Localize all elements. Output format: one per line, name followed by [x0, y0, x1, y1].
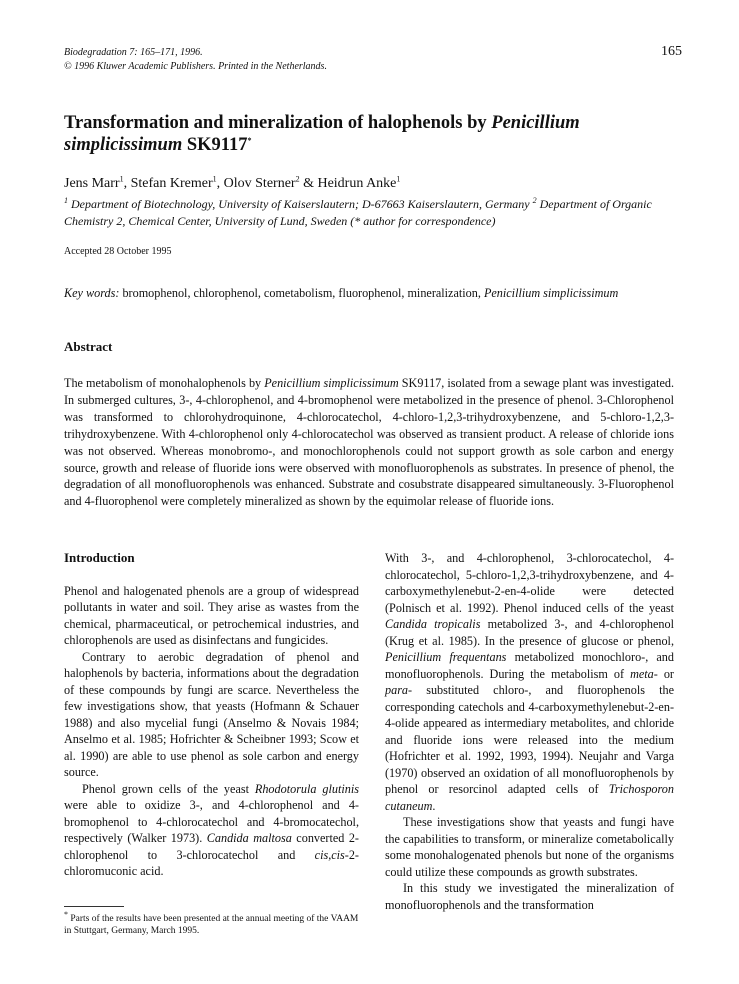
author-list — [64, 175, 684, 193]
text: Phenol grown cells of the yeast — [82, 781, 255, 796]
author-affil-mark: 1 — [119, 174, 124, 184]
footnote-rule — [64, 906, 124, 907]
affiliations — [64, 196, 684, 230]
organism: Penicillium frequentans — [385, 650, 507, 664]
abstract-organism: Penicillium simplicissimum — [264, 376, 399, 390]
footnote — [64, 909, 359, 937]
organism: Candida tropicalis — [385, 617, 481, 631]
title-strain: SK9117 — [182, 135, 248, 155]
author-affil-mark: 2 — [295, 174, 300, 184]
text: With 3-, and 4-chlorophenol, 3-chlorocatechol, 4-chlorocatechol, 5-chloro-1,2,3-trihydroxybenzene, and 4-carboxymethylenebut-2-en-4-olide were detected (Polnisch et al. 1992). Phenol induced cells of the yeast — [385, 551, 674, 615]
paper-title — [64, 112, 684, 156]
abstract-text: SK9117, isolated from a sewage plant was investigated. In submerged cultures, 3-, 4-chlorophenol, and 4-bromophenol were metabolized in the presence of phenol. 3-Chlorophenol was transformed to chlorohydroquinone, 4-chlorocatechol, 4-chloro-1,2,3-trihydroxybenzene, and 5-chloro-1,2,3-trihydroxybenzene. With 4-chlorophenol only 4-chlorocatechol was observed as transient product. A release of chloride ions was not observed. Whereas monobromo-, and monochlorophenols could not support growth as sole carbon and energy source, growth and release of fluoride ions were observed with monofluorophenols as substrates. In presence of phenol, the degradation of all monofluorophenols was enhanced. Substrate and cosubstrate disappeared simultaneously. 3-Fluorophenol and 4-fluorophenol were completely mineralized as shown by the equimolar release of fluoride ions. — [64, 376, 675, 509]
title-text: Transformation and mineralization of halophenols by — [64, 113, 492, 133]
accepted-date: Accepted 28 October 1995 — [64, 246, 172, 257]
keywords — [64, 285, 684, 301]
left-column — [64, 550, 359, 880]
chemical-prefix: cis,cis — [314, 847, 345, 862]
paragraph — [64, 781, 359, 880]
page-number: 165 — [661, 44, 682, 59]
section-heading: Introduction — [64, 550, 135, 565]
author-affil-mark: 1 — [212, 174, 217, 184]
title-footnote-mark: * — [247, 135, 252, 145]
author-affil-mark: 1 — [396, 174, 401, 184]
keywords-label: Key words: — [64, 286, 120, 300]
chemical-prefix: meta- — [630, 666, 658, 681]
author: & Heidrun Anke — [299, 176, 397, 191]
text: -2-chloromuconic acid. — [64, 847, 359, 878]
author: , Stefan Kremer — [123, 176, 213, 191]
right-column — [385, 550, 674, 913]
text: or — [657, 666, 674, 681]
paragraph: In this study we investigated the mineralization of monofluorophenols and the transformation — [385, 881, 674, 912]
organism: Candida maltosa — [206, 831, 292, 845]
running-header — [64, 44, 682, 74]
text: metabolized monochloro-, and monofluorophenols. During the metabolism of — [385, 650, 674, 681]
keywords-organism: Penicillium simplicissimum — [483, 286, 619, 300]
text: metabolized 3-, and 4-chlorophenol (Krug et al. 1985). In the presence of glucose or phenol, — [385, 617, 674, 648]
footnote-mark: * — [64, 909, 68, 919]
author: Jens Marr — [64, 176, 120, 191]
abstract-text: The metabolism of monohalophenols by — [64, 376, 265, 390]
organism: Trichosporon cutaneum — [385, 782, 674, 813]
abstract-heading: Abstract — [64, 339, 113, 354]
text: were able to oxidize 3-, and 4-chlorophenol and 4-bromophenol to 4-chlorocatechol and 4-bromocatechol, respectively (Walker 1973). — [64, 798, 359, 845]
footnote-text: Parts of the results have been presented at the annual meeting of the VAAM in Stuttgart, Germany, March 1995. — [64, 914, 359, 936]
affil-text: Department of Biotechnology, University of Kaiserslautern; D-67663 Kaiserslautern, Germany — [68, 197, 533, 211]
paragraph — [385, 550, 674, 814]
paragraph: Contrary to aerobic degradation of phenol and halophenols by bacteria, informations about the degradation of these compounds by fungi are scarce. Nevertheless the few investigations show, that yeasts (Hofmann & Schauer 1988) and also mycelial fungi (Anselmo & Novais 1984; Anselmo et al. 1985; Hofrichter & Scheibner 1993; Scow et al. 1990) are able to use phenol as sole carbon and energy source. — [64, 649, 359, 779]
paragraph: Phenol and halogenated phenols are a group of widespread pollutants in water and soil. They arise as wastes from the chemical, pharmaceutical, or petrochemical industries, and chlorophenols are used as disinfectans and fungicides. — [64, 583, 359, 647]
title-organism: Penicillium simplicissimum — [64, 113, 580, 155]
affil-mark: 1 — [64, 196, 68, 205]
copyright-line: © 1996 Kluwer Academic Publishers. Printed in the Netherlands. — [64, 61, 327, 72]
abstract-body — [64, 375, 674, 510]
text: converted 2-chlorophenol to 3-chlorocatechol and — [64, 831, 359, 862]
author: , Olov Sterner — [216, 176, 296, 191]
text: substituted chloro-, and fluorophenols the corresponding catechols and 4-carboxymethylenebut-2-en-4-olide appeared as intermediary metabolites, and chloride and fluoride ions were released into the medium (Hofrichter et al. 1992, 1993, 1994). Neujahr and Varga (1970) observed an oxidation of all monofluorophenols by phenol or resorcinol adapted cells of — [385, 683, 674, 796]
keywords-text: bromophenol, chlorophenol, cometabolism, fluorophenol, mineralization, — [119, 286, 484, 300]
journal-citation: Biodegradation 7: 165–171, 1996. — [64, 47, 203, 58]
affil-mark: 2 — [532, 196, 537, 205]
paragraph: These investigations show that yeasts and fungi have the capabilities to transform, or mineralize cometabolically some monohalogenated phenols but none of the organisms could utilize these compounds as growth substrates. — [385, 815, 674, 879]
affil-text: Department of Organic Chemistry 2, Chemical Center, University of Lund, Sweden (* author for correspondence) — [64, 197, 652, 228]
chemical-prefix: para- — [385, 683, 413, 697]
text: . — [432, 798, 436, 813]
organism: Rhodotorula glutinis — [254, 781, 359, 796]
